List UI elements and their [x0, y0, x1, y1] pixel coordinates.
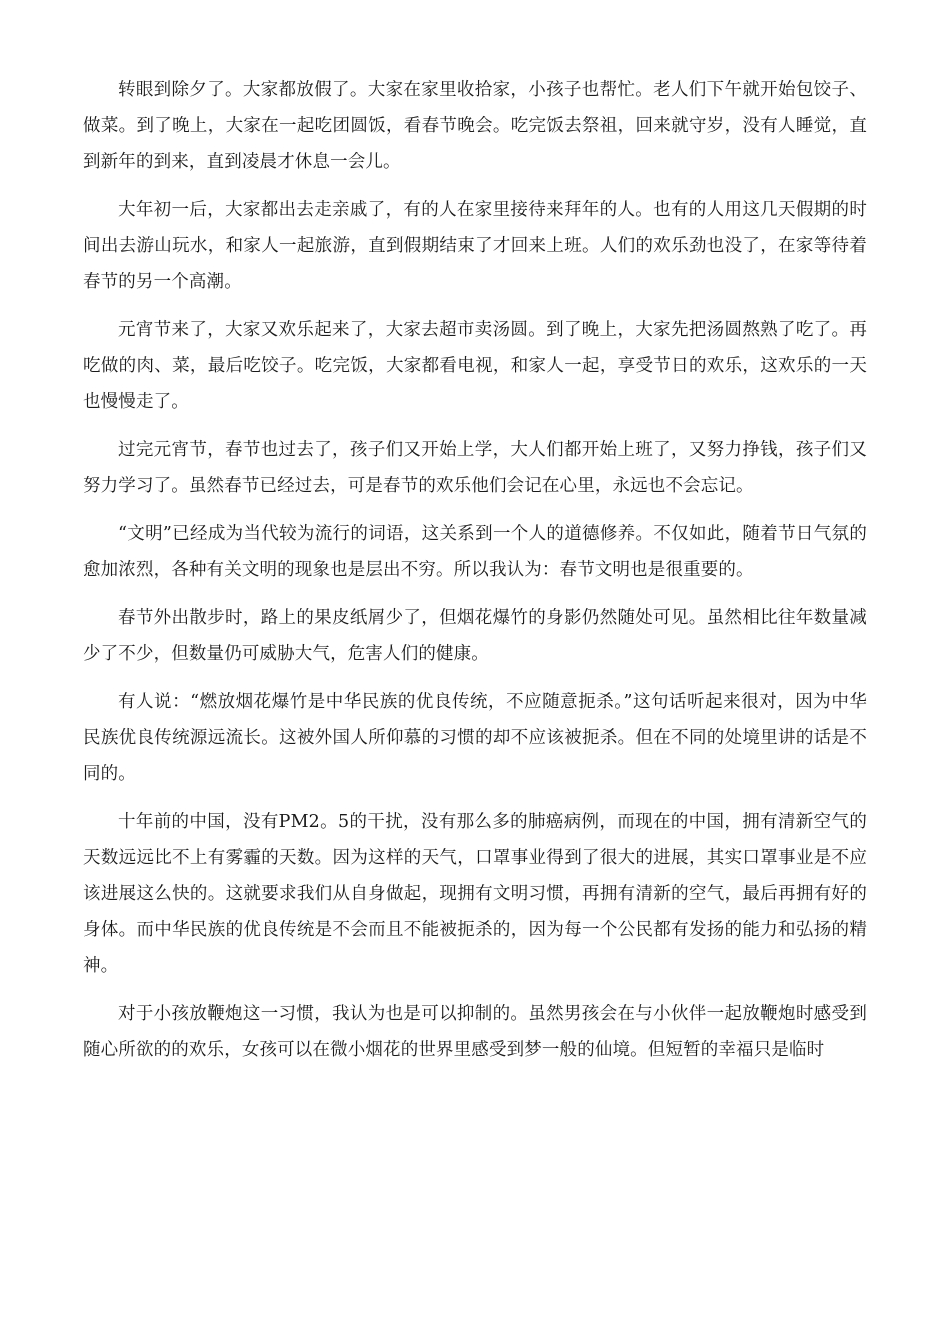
document-body — [83, 72, 867, 1080]
paragraph-fireworks-walk: 春节外出散步时，路上的果皮纸屑少了，但烟花爆竹的身影仍然随处可见。虽然相比往年数量减少了不少，但数量仍可威胁大气，危害人们的健康。 — [83, 608, 867, 664]
paragraph-pm25-smog: 十年前的中国，没有PM2。5的干扰，没有那么多的肺癌病例，而现在的中国，拥有清新空气的天数远远比不上有雾霾的天数。因为这样的天气，口罩事业得到了很大的进展，其实口罩事业是不应该进展这么快的。这就要求我们从自身做起，现拥有文明习惯，再拥有清新的空气，最后再拥有好的身体。而中华民族的优良传统是不会而且不能被扼杀的，因为每一个公民都有发扬的能力和弘扬的精神。 — [83, 812, 867, 976]
paragraph-new-year-day: 大年初一后，大家都出去走亲戚了，有的人在家里接待来拜年的人。也有的人用这几天假期的时间出去游山玩水，和家人一起旅游，直到假期结束了才回来上班。人们的欢乐劲也没了，在家等待着春节的另一个高潮。 — [83, 200, 867, 292]
paragraph-civilization: “文明”已经成为当代较为流行的词语，这关系到一个人的道德修养。不仅如此，随着节日气氛的愈加浓烈，各种有关文明的现象也是层出不穷。所以我认为：春节文明也是很重要的。 — [83, 524, 867, 580]
paragraph-after-lantern-festival: 过完元宵节，春节也过去了，孩子们又开始上学，大人们都开始上班了，又努力挣钱，孩子们又努力学习了。虽然春节已经过去，可是春节的欢乐他们会记在心里，永远也不会忘记。 — [83, 440, 867, 496]
paragraph-new-years-eve: 转眼到除夕了。大家都放假了。大家在家里收拾家，小孩子也帮忙。老人们下午就开始包饺子、做菜。到了晚上，大家在一起吃团圆饭，看春节晚会。吃完饭去祭祖，回来就守岁，没有人睡觉，直到新年的到来，直到凌晨才休息一会儿。 — [83, 80, 867, 172]
paragraph-tradition-quote: 有人说：“燃放烟花爆竹是中华民族的优良传统，不应随意扼杀。”这句话听起来很对，因为中华民族优良传统源远流长。这被外国人所仰慕的习惯的却不应该被扼杀。但在不同的处境里讲的话是不同的。 — [83, 692, 867, 784]
paragraph-lantern-festival: 元宵节来了，大家又欢乐起来了，大家去超市卖汤圆。到了晚上，大家先把汤圆熬熟了吃了。再吃做的肉、菜，最后吃饺子。吃完饭，大家都看电视，和家人一起，享受节日的欢乐，这欢乐的一天也慢慢走了。 — [83, 320, 867, 412]
paragraph-children-firecrackers: 对于小孩放鞭炮这一习惯，我认为也是可以抑制的。虽然男孩会在与小伙伴一起放鞭炮时感受到随心所欲的的欢乐，女孩可以在微小烟花的世界里感受到梦一般的仙境。但短暂的幸福只是临时 — [83, 1004, 867, 1060]
